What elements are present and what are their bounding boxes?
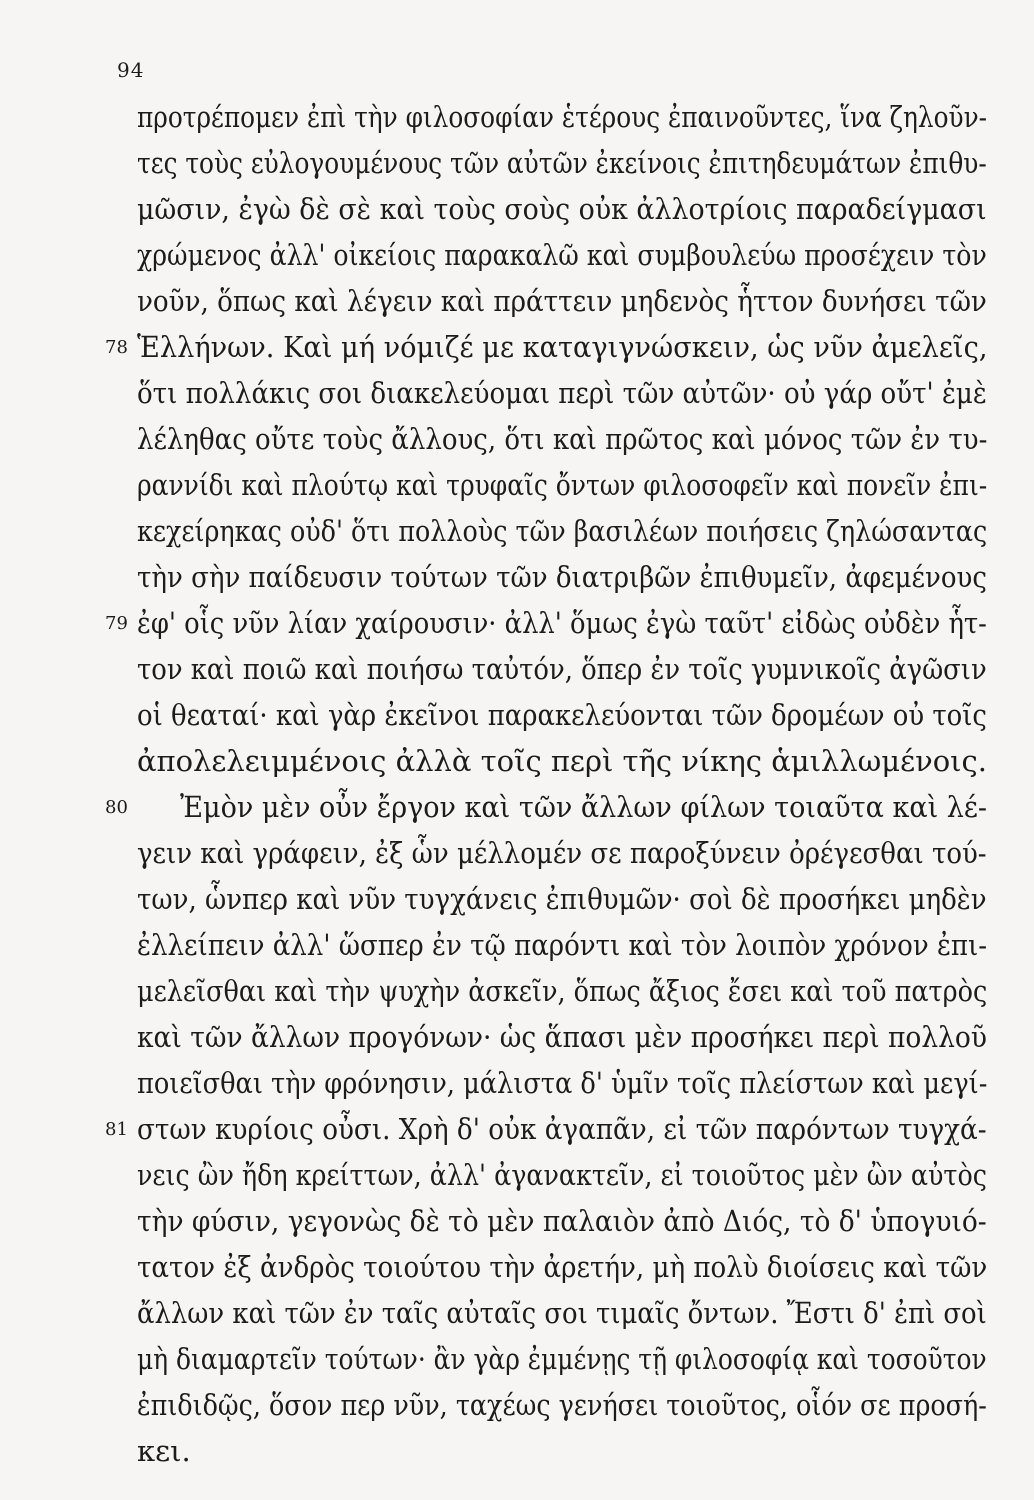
line-text: ἄλλων καὶ τῶν ἐν ταῖς αὐταῖς σοι τιμαῖς ὄντων. Ἔστι δ' ἐπὶ σοὶ	[137, 1296, 987, 1330]
line-text: μὴ διαμαρτεῖν τούτων· ἂν γὰρ ἐμμένῃς τῇ φιλοσοφίᾳ καὶ τοσοῦτον	[137, 1342, 987, 1376]
text-line	[137, 508, 987, 554]
line-text: τὴν φύσιν, γεγονὼς δὲ τὸ μὲν παλαιὸν ἀπὸ Διός, τὸ δ' ὑπογυιό-	[137, 1204, 987, 1238]
text-line	[137, 692, 987, 738]
text-line	[137, 278, 987, 324]
line-text: μελεῖσθαι καὶ τὴν ψυχὴν ἀσκεῖν, ὅπως ἄξιος ἔσει καὶ τοῦ πατρὸς	[137, 974, 988, 1008]
text-line	[137, 94, 987, 140]
line-text: ποιεῖσθαι τὴν φρόνησιν, μάλιστα δ' ὑμῖν τοῖς πλείστων καὶ μεγί-	[137, 1066, 988, 1100]
text-line	[105, 1106, 987, 1152]
text-line	[137, 646, 987, 692]
line-text: οἱ θεαταί· καὶ γὰρ ἐκεῖνοι παρακελεύονται τῶν δρομέων οὐ τοῖς	[137, 698, 987, 732]
text-line	[137, 1428, 987, 1474]
text-line	[137, 922, 987, 968]
line-text: Ἑλλήνων. Καὶ μή νόμιζέ με καταγιγνώσκειν, ὡς νῦν ἀμελεῖς,	[137, 330, 988, 364]
text-line	[137, 416, 987, 462]
line-text: των, ὧνπερ καὶ νῦν τυγχάνεις ἐπιθυμῶν· σοὶ δὲ προσήκει μηδὲν	[137, 882, 987, 916]
section-number: 78	[105, 337, 128, 358]
text-line	[105, 324, 988, 370]
text-line	[137, 1382, 987, 1428]
text-line	[137, 186, 987, 232]
text-line	[137, 1290, 987, 1336]
line-text: προτρέπομεν ἐπὶ τὴν φιλοσοφίαν ἑτέρους ἐπαινοῦντες, ἵνα ζηλοῦν-	[137, 100, 988, 134]
text-line	[137, 738, 987, 784]
greek-text-block	[105, 94, 988, 1474]
line-text: ἐπιδιδῷς, ὅσον περ νῦν, ταχέως γενήσει τοιοῦτος, οἷόν σε προσή-	[137, 1388, 987, 1422]
section-number: 79	[105, 613, 128, 634]
line-text: μῶσιν, ἐγὼ δὲ σὲ καὶ τοὺς σοὺς οὐκ ἀλλοτρίοις παραδείγμασι	[137, 192, 987, 226]
line-text: ἀπολελειμμένοις ἀλλὰ τοῖς περὶ τῆς νίκης ἁμιλλωμένοις.	[137, 744, 987, 778]
line-text: ἐφ' οἷς νῦν λίαν χαίρουσιν· ἀλλ' ὅμως ἐγὼ ταῦτ' εἰδὼς οὐδὲν ἧτ-	[137, 606, 987, 640]
text-line	[137, 830, 987, 876]
line-text: γειν καὶ γράφειν, ἐξ ὧν μέλλομέν σε παροξύνειν ὀρέγεσθαι τού-	[137, 836, 987, 870]
text-line	[137, 1060, 987, 1106]
line-text: τον καὶ ποιῶ καὶ ποιήσω ταὐτόν, ὅπερ ἐν τοῖς γυμνικοῖς ἀγῶσιν	[137, 652, 987, 686]
text-line	[137, 1336, 987, 1382]
line-text: Ἐμὸν μὲν οὖν ἔργον καὶ τῶν ἄλλων φίλων τοιαῦτα καὶ λέ-	[137, 790, 988, 824]
line-text: ἐλλείπειν ἀλλ' ὥσπερ ἐν τῷ παρόντι καὶ τὸν λοιπὸν χρόνον ἐπι-	[137, 928, 988, 962]
line-text: λέληθας οὔτε τοὺς ἄλλους, ὅτι καὶ πρῶτος καὶ μόνος τῶν ἐν τυ-	[137, 422, 988, 456]
text-line	[137, 140, 987, 186]
line-text: νεις ὢν ἤδη κρείττων, ἀλλ' ἀγανακτεῖν, εἰ τοιοῦτος μὲν ὢν αὐτὸς	[137, 1158, 987, 1192]
text-line	[137, 1152, 987, 1198]
text-line	[137, 462, 987, 508]
text-line	[137, 1244, 987, 1290]
line-text: κει.	[137, 1434, 191, 1468]
text-line	[137, 370, 987, 416]
line-text: τὴν σὴν παίδευσιν τούτων τῶν διατριβῶν ἐπιθυμεῖν, ἀφεμένους	[137, 560, 987, 594]
text-line	[137, 554, 987, 600]
line-text: χρώμενος ἀλλ' οἰκείοις παρακαλῶ καὶ συμβουλεύω προσέχειν τὸν	[137, 238, 987, 272]
page-number: 94	[117, 58, 145, 82]
line-text: ὅτι πολλάκις σοι διακελεύομαι περὶ τῶν αὐτῶν· οὐ γάρ οὔτ' ἐμὲ	[137, 376, 987, 410]
section-number: 80	[105, 797, 128, 818]
line-text: ραννίδι καὶ πλούτῳ καὶ τρυφαῖς ὄντων φιλοσοφεῖν καὶ πονεῖν ἐπι-	[137, 468, 988, 502]
line-text: τες τοὺς εὐλογουμένους τῶν αὐτῶν ἐκείνοις ἐπιτηδευμάτων ἐπιθυ-	[137, 146, 987, 180]
line-text: καὶ τῶν ἄλλων προγόνων· ὡς ἅπασι μὲν προσήκει περὶ πολλοῦ	[137, 1020, 987, 1054]
line-text: τατον ἐξ ἀνδρὸς τοιούτου τὴν ἀρετήν, μὴ πολὺ διοίσεις καὶ τῶν	[137, 1250, 988, 1284]
text-line	[137, 1198, 987, 1244]
text-line	[137, 968, 987, 1014]
text-line	[137, 232, 987, 278]
text-line	[137, 876, 987, 922]
section-number: 81	[105, 1119, 128, 1140]
line-text: στων κυρίοις οὖσι. Χρὴ δ' οὐκ ἀγαπᾶν, εἰ τῶν παρόντων τυγχά-	[137, 1112, 987, 1146]
line-text: νοῦν, ὅπως καὶ λέγειν καὶ πράττειν μηδενὸς ἧττον δυνήσει τῶν	[137, 284, 987, 318]
text-line	[105, 784, 988, 830]
text-line	[105, 600, 987, 646]
line-text: κεχείρηκας οὐδ' ὅτι πολλοὺς τῶν βασιλέων ποιήσεις ζηλώσαντας	[137, 514, 988, 548]
text-line	[137, 1014, 987, 1060]
